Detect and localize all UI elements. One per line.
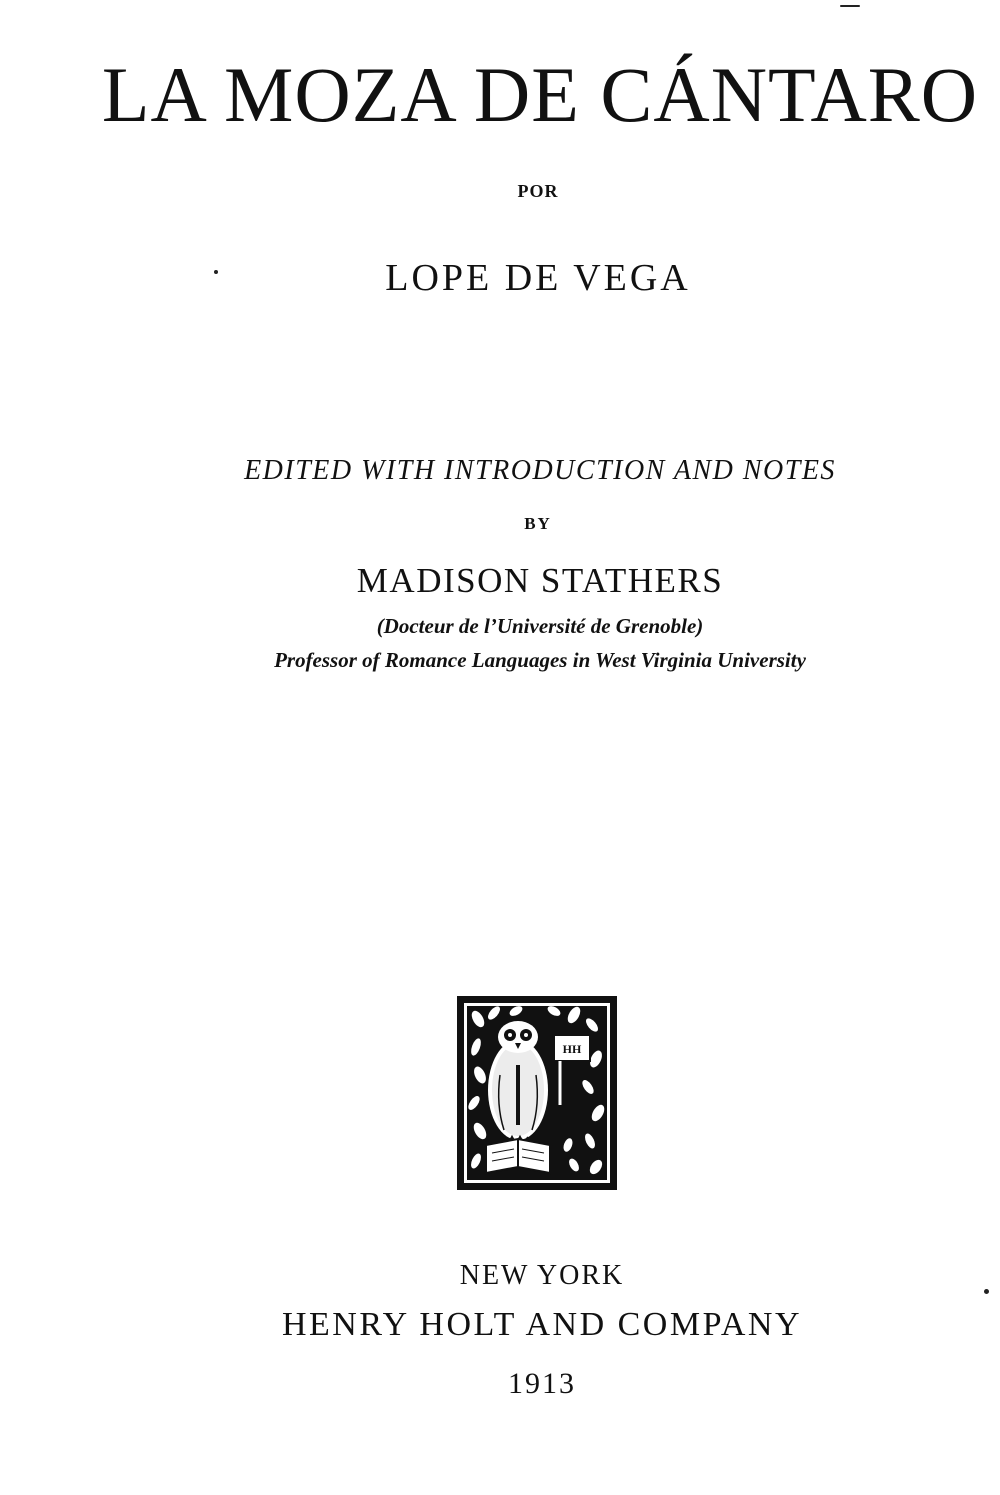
por-label: POR [517,181,559,201]
scan-speck [214,270,218,274]
scan-speck [840,5,860,7]
svg-text:HH: HH [562,1042,582,1056]
owl-publisher-emblem-icon [456,995,618,1191]
editor-name: MADISON STATHERS [356,561,724,600]
by-label: BY [524,514,552,533]
editor-position: Professor of Romance Languages in West Virginia University [274,648,806,672]
editor-degree: (Docteur de l’Université de Grenoble) [376,614,704,638]
book-title: LA MOZA DE CÁNTARO [101,51,979,138]
edited-statement: EDITED WITH INTRODUCTION AND NOTES [244,455,836,486]
scan-speck [984,1289,989,1294]
author-name: LOPE DE VEGA [385,257,691,299]
imprint-publisher: HENRY HOLT AND COMPANY [281,1306,803,1343]
imprint-city: NEW YORK [459,1260,625,1291]
imprint-year: 1913 [508,1367,576,1400]
